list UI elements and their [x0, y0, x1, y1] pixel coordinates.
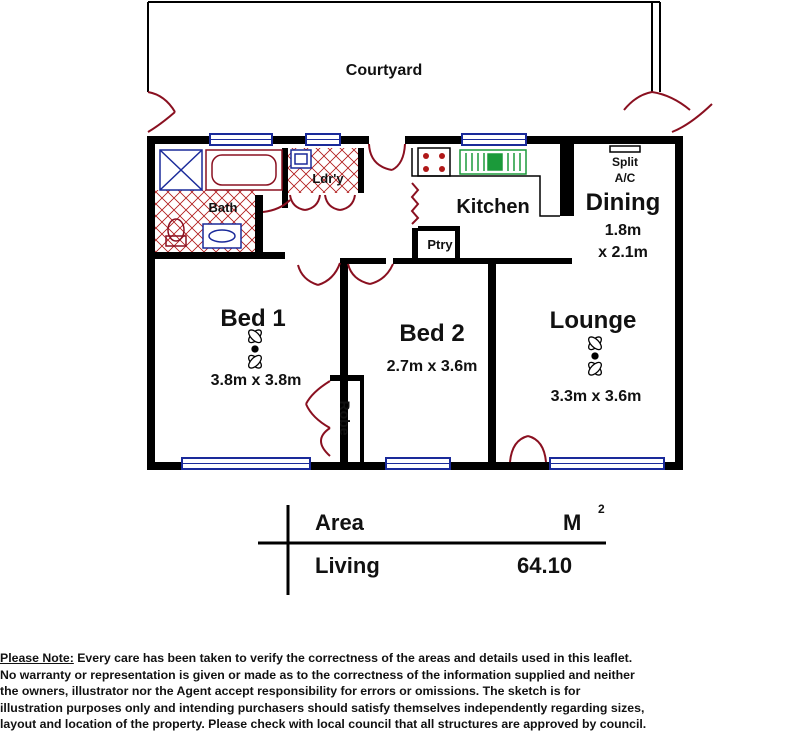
area-unit-superscript: 2	[598, 502, 605, 516]
courtyard-gates	[148, 92, 712, 132]
bathtub-icon	[206, 150, 282, 190]
shower-icon	[160, 150, 202, 190]
bed1-label: Bed 1	[220, 305, 286, 332]
disclaimer-line: the owners, illustrator nor the Agent accept responsibility for errors or omissions. The sketch is for	[0, 684, 581, 698]
dining-label: Dining	[585, 189, 661, 216]
cooktop-icon	[418, 148, 450, 176]
ceiling-fan-icon	[247, 328, 264, 370]
dining-size: x 2.1m	[598, 244, 648, 261]
split-ac-label: A/C	[614, 171, 636, 185]
area-unit: M	[563, 510, 582, 535]
robe-label: Robe	[337, 400, 353, 436]
area-header-label: Area	[315, 510, 364, 535]
split-ac-label: Split	[612, 155, 638, 169]
sink-icon	[460, 150, 526, 174]
disclaimer-line: layout and location of the property. Please check with local council that all structures are approved by council.	[0, 717, 647, 731]
courtyard-label: Courtyard	[345, 62, 423, 79]
dining-size: 1.8m	[604, 222, 642, 239]
lounge-size: 3.3m x 3.6m	[550, 388, 642, 405]
bed2-label: Bed 2	[399, 320, 465, 347]
kitchen-label: Kitchen	[456, 196, 530, 218]
pantry-label: Ptry	[427, 237, 453, 252]
area-table-rules	[258, 505, 606, 595]
bath-label: Bath	[208, 200, 238, 215]
disclaimer-text: Every care has been taken to verify the correctness of the areas and details used in this leaflet.	[73, 651, 633, 665]
split-ac-unit	[610, 146, 640, 152]
bed2-size: 2.7m x 3.6m	[386, 358, 478, 375]
ceiling-fan-icon	[587, 335, 604, 377]
living-row-value: 64.10	[517, 553, 573, 578]
lounge-label: Lounge	[549, 307, 637, 334]
laundry-label: Ldr'y	[312, 171, 344, 186]
disclaimer-line: illustration purposes only and intending purchasers should satisfy themselves independently regarding sizes,	[0, 700, 645, 715]
disclaimer-line: No warranty or representation is given or made as to the correctness of the information supplied and neither	[0, 667, 635, 682]
bed1-size: 3.8m x 3.8m	[210, 372, 302, 389]
laundry-tub-icon	[291, 150, 311, 168]
disclaimer-note	[0, 650, 799, 733]
living-row-label: Living	[315, 553, 380, 578]
disclaimer-heading: Please Note:	[0, 651, 74, 665]
disclaimer-line	[0, 650, 799, 667]
basin-icon	[203, 224, 241, 248]
